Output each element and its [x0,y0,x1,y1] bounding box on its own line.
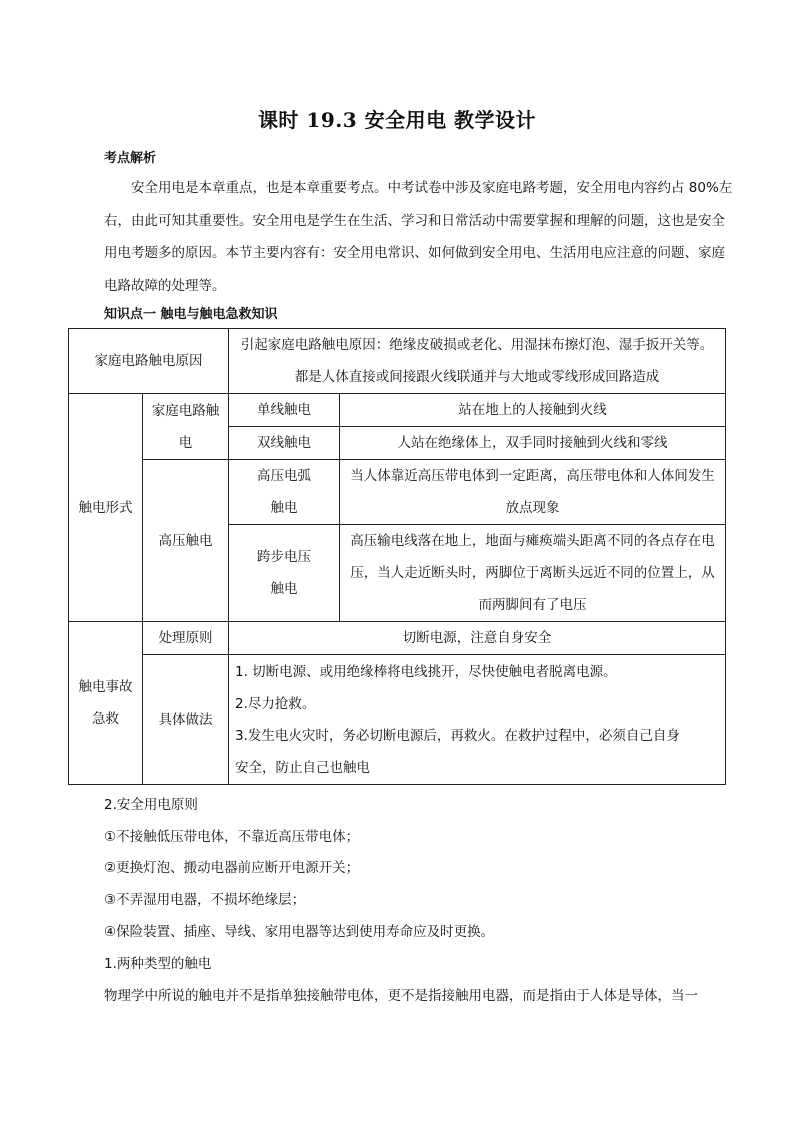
method-step: 2.尽力抢救。 [235,695,316,712]
arc-label: 高压电弧 触电 [229,460,340,525]
table-row [69,329,726,394]
intro-line: 电路故障的处理等。 [104,277,226,294]
double-wire-text: 人站在绝缘体上，双手同时接触到火线和零线 [340,427,726,460]
method-step: 1. 切断电源、或用绝缘棒将电线挑开，尽快使触电者脱离电源。 [235,663,617,680]
knowledge-table [68,328,726,785]
principle-text: 切断电源，注意自身安全 [229,622,726,655]
intro-paragraph [104,172,734,302]
types-title: 1.两种类型的触电 [104,956,212,972]
types-text: 物理学中所说的触电并不是指单独接触带电体，更不是指接触用电器，而是指由于人体是导体，当一 [104,988,698,1004]
table-row [69,460,726,525]
table-row [69,655,726,785]
intro-line: 用电考题多的原因。本节主要内容有：安全用电常识、如何做到安全用电、生活用电应注意的问题、家庭 [104,245,725,261]
step-voltage-text: 高压输电线落在地上，地面与瘫痪端头距离不同的各点存在电 压，当人走近断头时，两脚位于离断头远近不同的位置上，从 而两脚间有了电压 [340,525,726,622]
method-text [229,655,726,785]
principles-title: 2.安全用电原则 [104,797,198,813]
step-voltage-label: 跨步电压 触电 [229,525,340,622]
home-circuit-label: 家庭电路触 电 [143,394,229,460]
principle-item: ③不弄湿用电器，不损坏绝缘层； [104,892,306,908]
intro-line: 安全用电是本章重点，也是本章重要考点。中考试卷中涉及家庭电路考题，安全用电内容约占 80%左 [131,180,733,196]
method-label: 具体做法 [143,655,229,785]
single-wire-text: 站在地上的人接触到火线 [340,394,726,427]
forms-label: 触电形式 [69,394,143,622]
principle-item: ①不接触低压带电体，不靠近高压带电体； [104,829,360,845]
method-step: 安全，防止自己也触电 [235,759,370,776]
table-row [69,394,726,427]
principle-item: ④保险装置、插座、导线、家用电器等达到使用寿命应及时更换。 [104,924,495,940]
cause-text: 引起家庭电路触电原因：绝缘皮破损或老化、用湿抹布擦灯泡、湿手扳开关等。 都是人体直接或间接跟火线联通并与大地或零线形成回路造成 [229,329,726,394]
document-title: 课时 19.3 安全用电 教学设计 [257,108,537,132]
table-row [69,622,726,655]
intro-line: 右，由此可知其重要性。安全用电是学生在生活、学习和日常活动中需要掌握和理解的问题，这也是安全 [104,212,725,229]
rescue-label: 触电事故 急救 [69,622,143,785]
knowledge-heading: 知识点一 触电与触电急救知识 [104,307,278,322]
single-wire-label: 单线触电 [229,394,340,427]
method-step: 3.发生电火灾时，务必切断电源后，再救火。在救护过程中，必须自己自身 [235,727,680,744]
section-heading: 考点解析 [104,151,157,166]
principle-item: ②更换灯泡、搬动电器前应断开电源开关； [104,860,360,876]
cause-label: 家庭电路触电原因 [69,329,229,394]
principle-label: 处理原则 [143,622,229,655]
arc-text: 当人体靠近高压带电体到一定距离，高压带电体和人体间发生 放点现象 [340,460,726,525]
double-wire-label: 双线触电 [229,427,340,460]
high-voltage-label: 高压触电 [143,460,229,622]
